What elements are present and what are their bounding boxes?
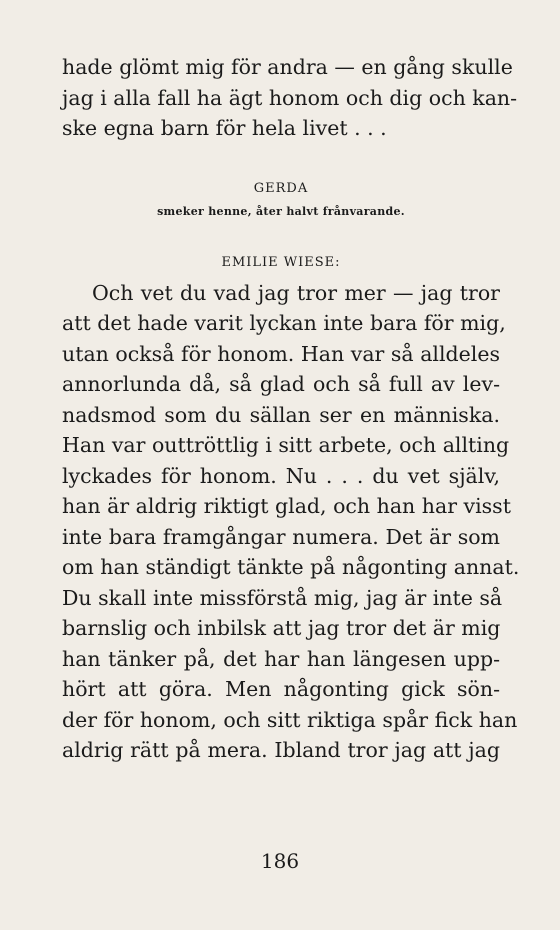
text-line: Du skall inte missförstå mig, jag är inte så: [62, 585, 503, 610]
text-line: inte bara framgångar numera. Det är som: [62, 524, 500, 549]
stage-direction: smeker henne, åter halvt frånvarande.: [157, 204, 405, 218]
text-line: annorlunda då, så glad och så full av lev-: [62, 372, 500, 396]
text-line: utan också för honom. Han var så alldeles: [62, 341, 500, 366]
text-line: att det hade varit lyckan inte bara för mig,: [62, 311, 506, 335]
speaker-name-emilie-wiese: EMILIE WIESE:: [221, 254, 341, 270]
top-paragraph: [62, 52, 518, 144]
speaker-name-gerda: GERDA: [253, 180, 309, 196]
text-line: ske egna barn för hela livet . . .: [62, 116, 387, 140]
text-line: aldrig rätt på mera. Ibland tror jag att jag: [62, 738, 500, 762]
text-line: jag i alla fall ha ägt honom och dig och kan-: [62, 85, 518, 110]
text-line: han tänker på, det har han längesen upp-: [62, 646, 500, 671]
main-paragraph: [62, 278, 520, 766]
text-line: om han ständigt tänkte på någonting annat.: [62, 555, 520, 579]
text-line: nadsmod som du sällan ser en människa.: [62, 402, 500, 427]
text-line: Han var outtröttlig i sitt arbete, och allting: [62, 433, 510, 457]
page-number: 186: [260, 849, 300, 873]
book-page: [62, 52, 520, 766]
text-line: hade glömt mig för andra — en gång skulle: [62, 55, 513, 79]
text-line: der för honom, och sitt riktiga spår fick han: [62, 707, 518, 732]
text-line: barnslig och inbilsk att jag tror det är mig: [62, 616, 501, 640]
text-line: lyckades för honom. Nu . . . du vet själv,: [62, 463, 500, 488]
text-line: Och vet du vad jag tror mer — jag tror: [92, 280, 500, 305]
text-line: hört att göra. Men någonting gick sön-: [62, 677, 500, 701]
text-line: han är aldrig riktigt glad, och han har visst: [62, 494, 511, 518]
